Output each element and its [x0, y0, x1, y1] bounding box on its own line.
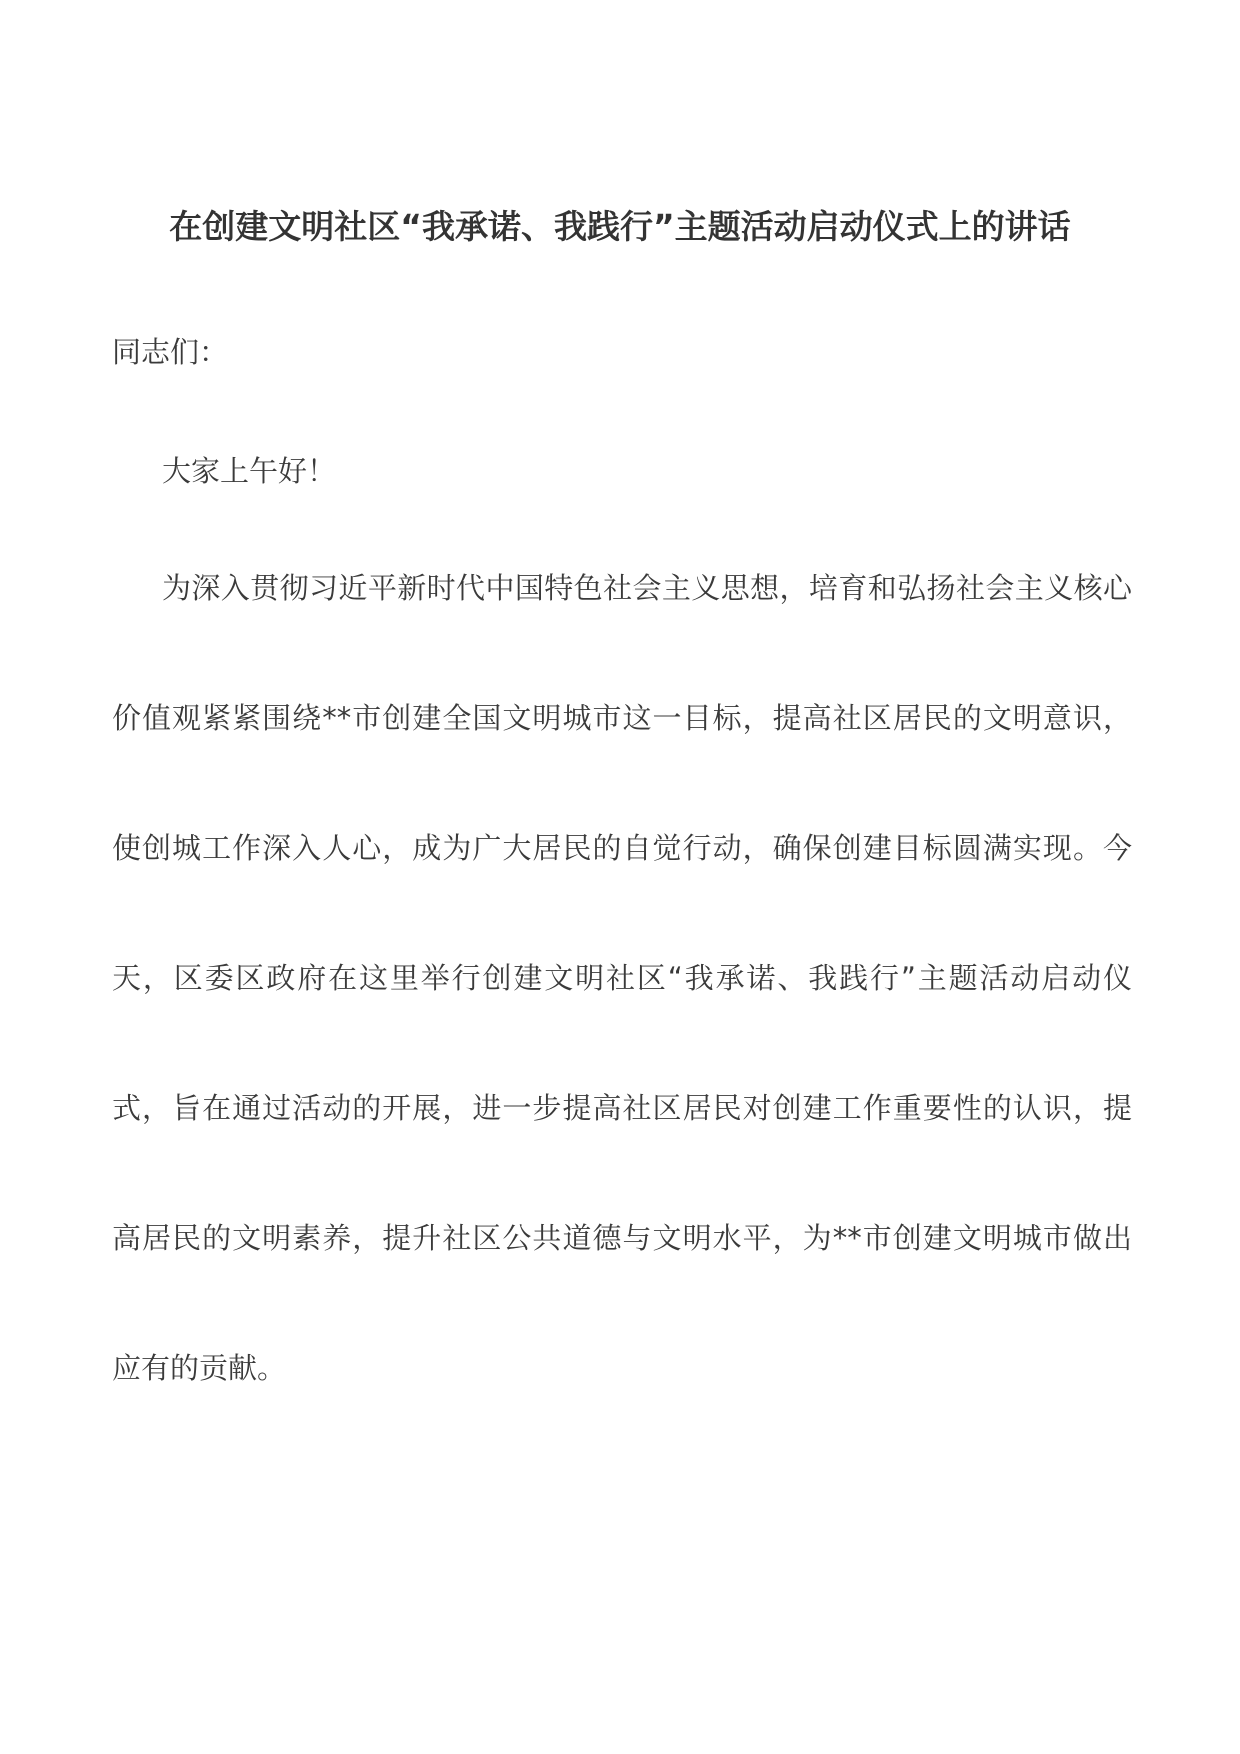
paragraph-line: 天，区委区政府在这里举行创建文明社区“我承诺、我践行”主题活动启动仪 — [112, 961, 1132, 995]
paragraph-line: 价值观紧紧围绕**市创建全国文明城市这一目标，提高社区居民的文明意识， — [112, 701, 1132, 735]
paragraph-line: 应有的贡献。 — [112, 1351, 287, 1385]
paragraph-line: 高居民的文明素养，提升社区公共道德与文明水平，为**市创建文明城市做出 — [112, 1221, 1132, 1255]
paragraph-line: 使创城工作深入人心，成为广大居民的自觉行动，确保创建目标圆满实现。今 — [112, 831, 1132, 865]
paragraph-line: 式，旨在通过活动的开展，进一步提高社区居民对创建工作重要性的认识，提 — [112, 1091, 1132, 1125]
greeting: 大家上午好！ — [162, 454, 337, 488]
salutation: 同志们： — [112, 335, 229, 369]
paragraph-line: 为深入贯彻习近平新时代中国特色社会主义思想，培育和弘扬社会主义核心 — [162, 571, 1132, 605]
document-title: 在创建文明社区“我承诺、我践行”主题活动启动仪式上的讲话 — [169, 207, 1071, 246]
body-paragraph — [112, 548, 1132, 1458]
